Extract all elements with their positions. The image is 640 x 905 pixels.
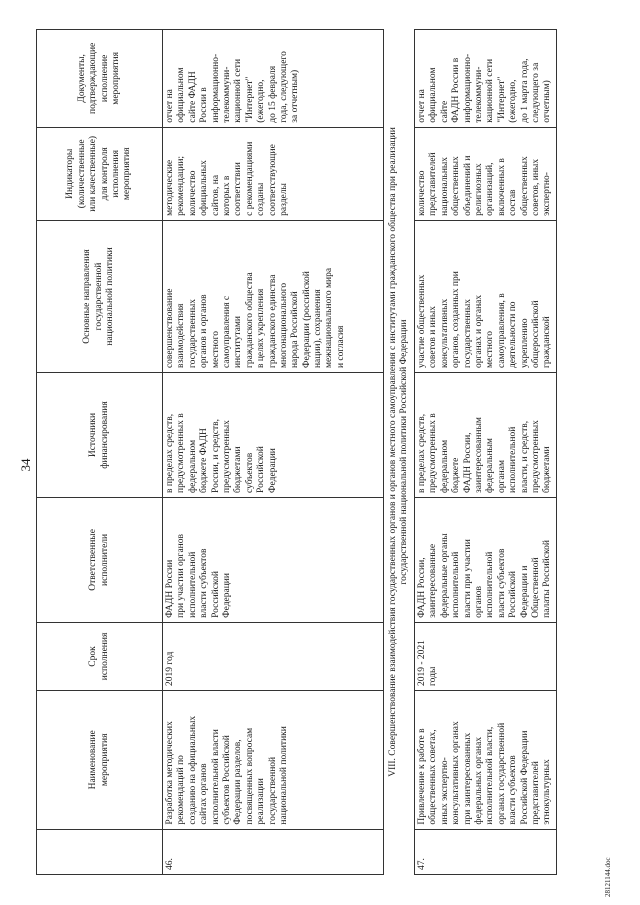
table-header-row	[37, 30, 163, 875]
header-indicators: Индикаторы (количественные или качественные) для контроля исполнения мероприятия	[37, 127, 163, 220]
cell-directions: совершенствование взаимодействия государственных органов и органов местного самоуправления с институтами гражданского общества в целях укрепления гражданского единства многонационального народа Российской Федерации (российской нации), сохранения межнационального мира и согласия	[163, 220, 384, 372]
cell-term: 2019 - 2021 годы	[415, 622, 557, 690]
cell-funding: в пределах средств, предусмотренных в федеральном бюджете ФАДН России, и средств, предусмотренных бюджетами субъектов Российской Федерации	[163, 373, 384, 498]
header-directions: Основные направления государственной национальной политики	[37, 220, 163, 372]
page-number: 34	[18, 458, 33, 472]
header-number	[37, 829, 163, 874]
table-row	[163, 30, 384, 875]
cell-responsible: ФАДН России, заинтересованные федеральные органы исполнительной власти при участии органов исполнительной власти субъектов Российской Федерации и Общественной палаты Российской	[415, 497, 557, 622]
cell-name: Привлечение к работе в общественных советах, иных экспертно- консультативных органах при заинтересованных федеральных органах исполнительной власти, органах государственной власти субъектов Российской Федерации представителей этнокультурных	[415, 691, 557, 830]
cell-funding: в пределах средств, предусмотренных в федеральном бюджете ФАДН России, заинтересованным федеральным органам исполнительной власти, и средств, предусмотренных бюджетами	[415, 373, 557, 498]
measures-table	[36, 29, 557, 875]
section-title: VIII. Совершенствование взаимодействия государственных органов и органов местного самоуправления с институтами гражданского общества при реализации государственной национальной политики Российской Федерации	[384, 30, 415, 875]
row-number: 47.	[415, 829, 557, 874]
cell-term: 2019 год	[163, 622, 384, 690]
table-row	[415, 30, 557, 875]
header-term: Срок исполнения	[37, 622, 163, 690]
document-filename: 28121144.doc	[604, 857, 612, 897]
cell-indicators: количество представителей национальных общественных объединений и религиозных организаций, включенных в состав общественных советов, иных экспертно-	[415, 127, 557, 220]
section-row	[384, 30, 415, 875]
header-funding: Источники финансирования	[37, 373, 163, 498]
cell-documents: отчет на официальном сайте ФАДН России в информационно- телекоммуни- кационной сети "Интернет" (ежегодно, до 1 марта года, следующего за отчетным)	[415, 30, 557, 128]
cell-name: Разработка методических рекомендаций по созданию на официальных сайтах органов исполнительной власти субъектов Российской Федерации разделов, посвященных вопросам реализации государственной национальной политики	[163, 691, 384, 830]
header-responsible: Ответственные исполнители	[37, 497, 163, 622]
row-number: 46.	[163, 829, 384, 874]
header-documents: Документы, подтверждающие исполнение мероприятия	[37, 30, 163, 128]
cell-responsible: ФАДН России при участии органов исполнительной власти субъектов Российской Федерации	[163, 497, 384, 622]
header-name: Наименование мероприятия	[37, 691, 163, 830]
cell-directions: участие общественных советов и иных консультативных органов, созданных при государственных органах и органах местного самоуправления, в деятельности по укреплению общероссийской гражданской	[415, 220, 557, 372]
cell-documents: отчет на официальном сайте ФАДН России в информационно- телекоммуни- кационной сети "Интернет" (ежегодно, до 15 февраля года, следующего за отчетным)	[163, 30, 384, 128]
cell-indicators: методические рекомендации; количество официальных сайтов, на которых в соответствии с рекомендациями созданы соответствующие разделы	[163, 127, 384, 220]
